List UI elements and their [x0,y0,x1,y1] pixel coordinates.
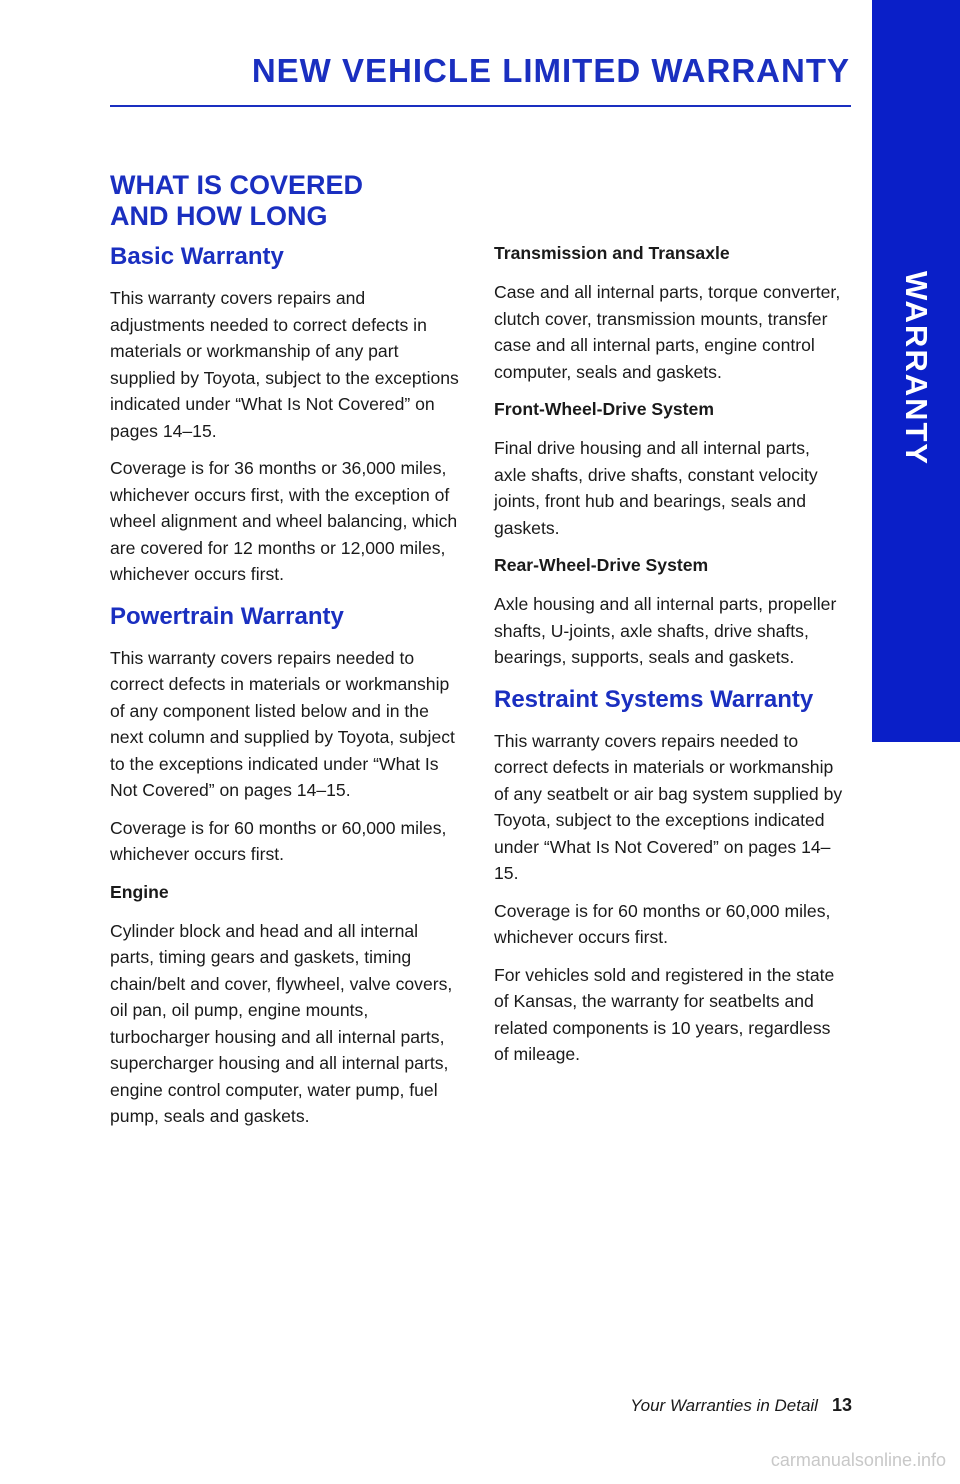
engine-heading: Engine [110,881,169,902]
section-title [110,170,440,232]
restraint-warranty-heading: Restraint Systems Warranty [494,685,814,713]
transmission-heading: Transmission and Transaxle [494,243,730,263]
page-footer [630,1395,852,1416]
page-header-title: NEW VEHICLE LIMITED WARRANTY [251,52,850,89]
basic-warranty-text: This warranty covers repairs and adjustments needed to correct defects in materials or workmanship of any part supplied by Toyota, subject to the exceptions indicated under “What Is Not Covered” on pages 14–15. [110,288,459,441]
restraint-warranty-kansas: For vehicles sold and registered in the state of Kansas, the warranty for seatbelts and related components is 10 years, regardless of mileage. [494,964,835,1064]
basic-warranty-heading: Basic Warranty [110,243,284,270]
powertrain-warranty-heading: Powertrain Warranty [110,602,344,630]
rwd-text: Axle housing and all internal parts, propeller shafts, U-joints, axle shafts, drive shafts, bearings, supports, seals and gaskets. [494,594,837,667]
fwd-text: Final drive housing and all internal parts, axle shafts, drive shafts, constant velocity joints, front hub and bearings, seals and gaskets. [494,438,818,538]
page-number: 13 [831,1395,852,1415]
transmission-text: Case and all internal parts, torque converter, clutch cover, transmission mounts, transfer case and all internal parts, engine control computer, seals and gaskets. [494,282,841,382]
section-title-line1: WHAT IS COVERED [110,170,364,200]
header-divider [110,105,851,107]
engine-text: Cylinder block and head and all internal parts, timing gears and gaskets, timing chain/belt and cover, flywheel, valve covers, oil pan, oil pump, engine mounts, turbocharger housing and all internal parts, supercharger housing and all internal parts, engine control computer, water pump, fuel pump, seals and gaskets. [110,920,453,1126]
restraint-warranty-text: This warranty covers repairs needed to correct defects in materials or workmanship of any seatbelt or air bag system supplied by Toyota, subject to the exceptions indicated under “What Is Not Covered” on pages 14–15. [494,730,843,883]
basic-warranty-coverage: Coverage is for 36 months or 36,000 miles, whichever occurs first, with the exception of wheel alignment and wheel balancing, which are covered for 12 months or 12,000 miles, whichever occurs first. [110,458,458,584]
powertrain-warranty-coverage: Coverage is for 60 months or 60,000 miles, whichever occurs first. [110,817,447,864]
restraint-warranty-coverage: Coverage is for 60 months or 60,000 miles, whichever occurs first. [494,900,831,947]
watermark: carmanualsonline.info [770,1450,946,1470]
rwd-heading: Rear-Wheel-Drive System [494,555,709,575]
footer-text: Your Warranties in Detail [630,1396,818,1415]
powertrain-warranty-text: This warranty covers repairs needed to correct defects in materials or workmanship of any component listed below and in the next column and supplied by Toyota, subject to the exceptions indicated under “What Is Not Covered” on pages 14–15. [110,647,455,800]
side-tab-label: WARRANTY [899,270,934,467]
section-title-line2: AND HOW LONG [110,201,328,231]
fwd-heading: Front-Wheel-Drive System [494,399,714,419]
left-column [110,240,460,1141]
right-column [494,240,844,1079]
side-tab-label-box [873,270,959,467]
